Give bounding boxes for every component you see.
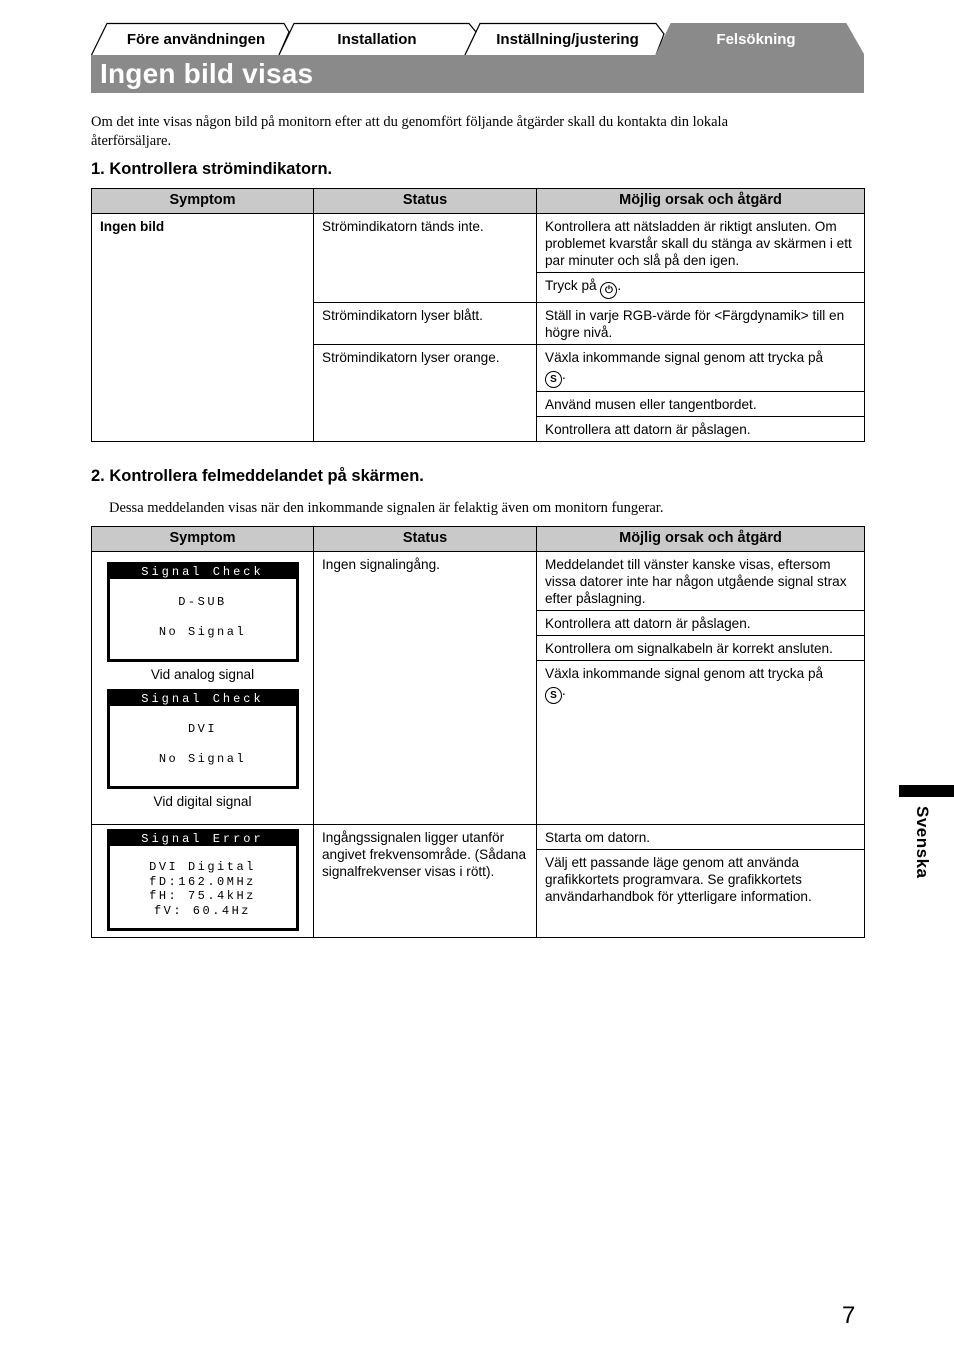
- signal-error-screen: [107, 829, 299, 931]
- screen-header: Signal Check: [110, 692, 296, 706]
- screen-line: fV: 60.4Hz: [153, 903, 251, 918]
- action-cell: Kontrollera att nätsladden är riktigt ansluten. Om problemet kvarstår skall du stänga av skärmen i ett par minuter och slå på den igen.: [537, 214, 865, 273]
- language-marker-bar: [899, 785, 954, 797]
- section2-heading: 2. Kontrollera felmeddelandet på skärmen.: [91, 467, 424, 485]
- language-label-text: Svenska: [913, 806, 932, 879]
- action-text: Tryck på: [545, 278, 597, 293]
- screen-line: D-SUB: [178, 595, 227, 609]
- screen-caption: Vid digital signal: [153, 794, 252, 809]
- status-cell: Ingen signalingång.: [314, 552, 537, 825]
- section1-heading: 1. Kontrollera strömindikatorn.: [91, 160, 333, 178]
- action-cell: Växla inkommande signal genom att trycka på S .: [537, 661, 865, 825]
- language-label: [900, 800, 940, 900]
- screen-line: No Signal: [158, 752, 247, 766]
- power-icon: ⏻: [600, 282, 617, 299]
- col-symptom: Symptom: [92, 189, 314, 214]
- signal-check-analog-screen: [107, 562, 299, 662]
- page-title: Ingen bild visas: [100, 58, 314, 89]
- action-cell: Använd musen eller tangentbordet.: [537, 392, 865, 417]
- signal-check-digital-screen: [107, 689, 299, 789]
- s-button-icon: S: [545, 687, 562, 704]
- screen-line: fH: 75.4kHz: [149, 889, 256, 903]
- action-cell: Kontrollera att datorn är påslagen.: [537, 611, 865, 636]
- action-cell: Tryck på ⏻ .: [537, 273, 865, 303]
- status-cell: Strömindikatorn tänds inte.: [314, 214, 537, 303]
- power-indicator-table: [91, 188, 865, 442]
- action-cell: Välj ett passande läge genom att använda grafikkortets programvara. Se grafikkortets användarhandbok för ytterligare information.: [537, 850, 865, 938]
- symptom-cell: [92, 552, 314, 825]
- error-message-table: [91, 526, 865, 938]
- screen-header: Signal Check: [110, 565, 296, 579]
- action-cell: Kontrollera att datorn är påslagen.: [537, 417, 865, 442]
- tab-installning-justering[interactable]: Inställning/justering: [496, 31, 639, 48]
- screen-line: DVI: [187, 722, 218, 736]
- status-cell: Ingångssignalen ligger utanför angivet frekvensområde. (Sådana signalfrekvenser visas i rött).: [314, 825, 537, 938]
- tab-installation[interactable]: Installation: [337, 31, 417, 48]
- col-action: Möjlig orsak och åtgärd: [537, 527, 865, 552]
- page-number: 7: [842, 1302, 856, 1329]
- screen-caption: Vid analog signal: [150, 667, 255, 682]
- table-row: [92, 825, 865, 850]
- col-status: Status: [314, 527, 537, 552]
- action-cell: Kontrollera om signalkabeln är korrekt ansluten.: [537, 636, 865, 661]
- screen-line: DVI Digital: [149, 860, 256, 874]
- action-cell: Starta om datorn.: [537, 825, 865, 850]
- symptom-cell: [92, 825, 314, 938]
- col-status: Status: [314, 189, 537, 214]
- tab-felsokning[interactable]: Felsökning: [716, 31, 796, 48]
- symptom-cell: Ingen bild: [92, 214, 314, 442]
- action-cell: Ställ in varje RGB-värde för <Färgdynamik> till en högre nivå.: [537, 303, 865, 345]
- table-row: [92, 214, 865, 273]
- screen-line: fD:162.0MHz: [149, 874, 256, 889]
- screen-header: Signal Error: [110, 832, 296, 846]
- table-header-row: [92, 189, 865, 214]
- action-text: Växla inkommande signal genom att trycka på: [545, 666, 824, 681]
- s-button-icon: S: [545, 371, 562, 388]
- table-header-row: [92, 527, 865, 552]
- tab-fore-anvandningen[interactable]: Före användningen: [126, 31, 266, 48]
- title-bar: [91, 55, 864, 93]
- col-action: Möjlig orsak och åtgärd: [537, 189, 865, 214]
- status-cell: Strömindikatorn lyser blått.: [314, 303, 537, 345]
- action-text: Växla inkommande signal genom att trycka på: [545, 350, 824, 365]
- status-cell: Strömindikatorn lyser orange.: [314, 345, 537, 442]
- col-symptom: Symptom: [92, 527, 314, 552]
- intro-text: Om det inte visas någon bild på monitorn efter att du genomfört följande åtgärder skall du kontakta din lokala återförsäljare.: [91, 114, 729, 149]
- screen-line: No Signal: [158, 625, 247, 639]
- table-row: [92, 552, 865, 611]
- section2-note: Dessa meddelanden visas när den inkommande signalen är felaktig även om monitorn fungerar.: [109, 500, 664, 516]
- action-cell: Växla inkommande signal genom att trycka på S .: [537, 345, 865, 392]
- action-cell: Meddelandet till vänster kanske visas, eftersom vissa datorer inte har någon utgående signal strax efter påslagning.: [537, 552, 865, 611]
- tab-bar: [91, 22, 864, 56]
